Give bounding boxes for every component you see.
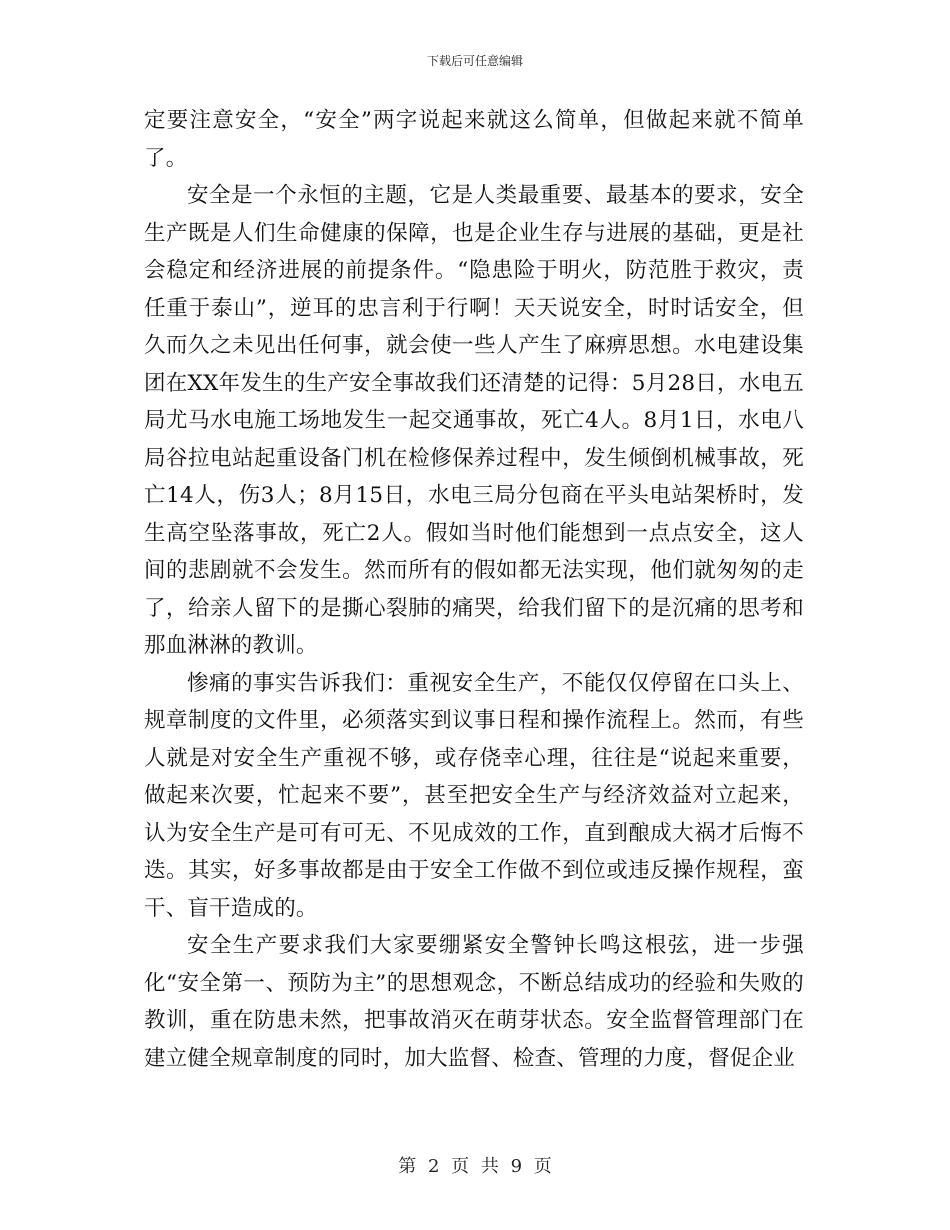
page-header: 下载后可任意编辑 bbox=[426, 54, 523, 68]
paragraph-painful-facts: 惨痛的事实告诉我们：重视安全生产，不能仅仅停留在口头上、规章制度的文件里，必须落实到议事日程和操作流程上。然而，有些人就是对安全生产重视不够，或存侥幸心理，往往是“说起来重要，做起来次要，忙起来不要”，甚至把安全生产与经济效益对立起来，认为安全生产是可有可无、不见成效的工作，直到酿成大祸才后悔不迭。其实，好多事故都是由于安全工作做不到位或违反操作规程，蛮干、盲干造成的。 bbox=[144, 670, 804, 921]
document-body bbox=[144, 102, 804, 1077]
page-number: 第 2 页 共 9 页 bbox=[398, 1156, 552, 1177]
paragraph-continuation: 定要注意安全，“安全”两字说起来就这么简单，但做起来就不简单了。 bbox=[144, 108, 804, 171]
paragraph-safety-requirements: 安全生产要求我们大家要绷紧安全警钟长鸣这根弦，进一步强化“安全第一、预防为主”的思想观念，不断总结成功的经验和失败的教训，重在防患未然，把事故消灭在萌芽状态。安全监督管理部门在建立健全规章制度的同时，加大监督、检查、管理的力度，督促企业 bbox=[144, 933, 804, 1071]
paragraph-safety-theme: 安全是一个永恒的主题，它是人类最重要、最基本的要求，安全生产既是人们生命健康的保障，也是企业生存与进展的基础，更是社会稳定和经济进展的前提条件。“隐患险于明火，防范胜于救灾，责任重于泰山”，逆耳的忠言利于行啊！天天说安全，时时话安全，但久而久之未见出任何事，就会使一些人产生了麻痹思想。水电建设集团在XX年发生的生产安全事故我们还清楚的记得：5月28日，水电五局尤马水电施工场地发生一起交通事故，死亡4人。8月1日，水电八局谷拉电站起重设备门机在检修保养过程中，发生倾倒机械事故，死亡14人，伤3人；8月15日，水电三局分包商在平头电站架桥时，发生高空坠落事故，死亡2人。假如当时他们能想到一点点安全，这人间的悲剧就不会发生。然而所有的假如都无法实现，他们就匆匆的走了，给亲人留下的是撕心裂肺的痛哭，给我们留下的是沉痛的思考和那血淋淋的教训。 bbox=[144, 183, 804, 658]
